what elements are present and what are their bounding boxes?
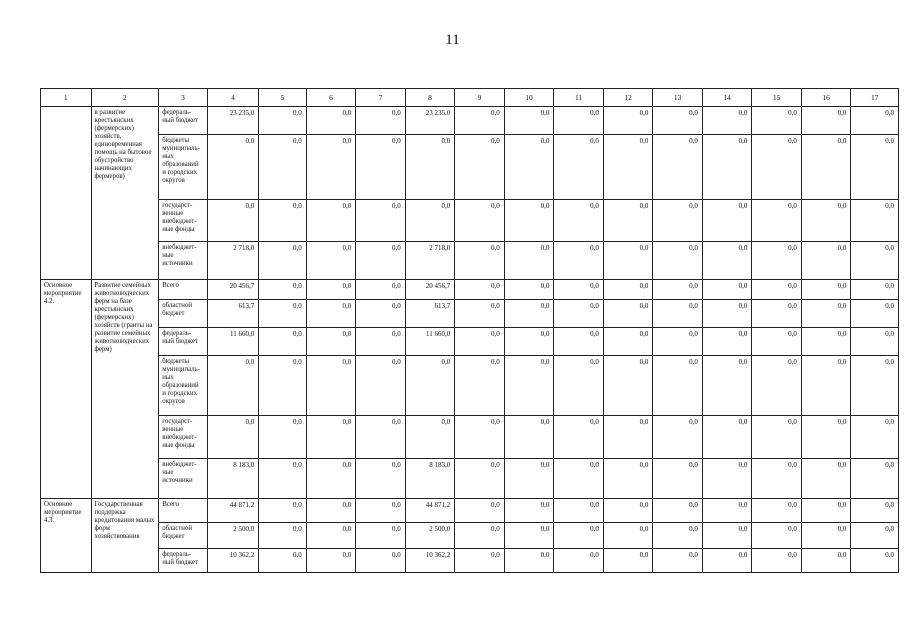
value-cell: 0,0	[356, 499, 406, 523]
value-cell: 0,0	[603, 499, 653, 523]
table-row	[41, 300, 899, 328]
value-cell: 0,0	[801, 328, 851, 356]
value-cell: 0,0	[702, 328, 752, 356]
value-cell: 0,0	[455, 499, 505, 523]
value-cell: 0,0	[405, 200, 455, 242]
value-cell: 0,0	[603, 328, 653, 356]
value-cell: 0,0	[851, 523, 899, 549]
table-row	[41, 499, 899, 523]
column-header: 2	[91, 89, 159, 107]
column-header: 6	[306, 89, 356, 107]
value-cell: 0,0	[306, 135, 356, 200]
value-cell: 0,0	[554, 459, 604, 499]
value-cell: 0,0	[207, 416, 259, 459]
value-cell: 613,7	[207, 300, 259, 328]
value-cell: 0,0	[455, 356, 505, 416]
value-cell: 0,0	[259, 523, 306, 549]
value-cell: 0,0	[405, 356, 455, 416]
value-cell: 0,0	[653, 523, 703, 549]
value-cell: 0,0	[504, 549, 554, 573]
value-cell: 0,0	[554, 356, 604, 416]
value-cell: 0,0	[752, 549, 802, 573]
column-header: 14	[702, 89, 752, 107]
table-row	[41, 459, 899, 499]
value-cell: 0,0	[306, 242, 356, 280]
table-row	[41, 200, 899, 242]
value-cell: 0,0	[356, 459, 406, 499]
value-cell: 0,0	[801, 135, 851, 200]
value-cell: 0,0	[455, 549, 505, 573]
value-cell: 0,0	[554, 200, 604, 242]
value-cell: 0,0	[207, 135, 259, 200]
table-body	[41, 89, 899, 573]
value-cell: 0,0	[455, 300, 505, 328]
value-cell: 2 718,0	[207, 242, 259, 280]
table-row	[41, 242, 899, 280]
value-cell: 0,0	[259, 300, 306, 328]
value-cell: 2 500,0	[405, 523, 455, 549]
value-cell: 0,0	[306, 549, 356, 573]
value-cell: 0,0	[603, 107, 653, 135]
value-cell: 0,0	[653, 416, 703, 459]
value-cell: 44 871,2	[405, 499, 455, 523]
value-cell: 0,0	[504, 107, 554, 135]
value-cell: 0,0	[752, 242, 802, 280]
value-cell: 0,0	[752, 416, 802, 459]
header-row	[41, 89, 899, 107]
value-cell: 0,0	[702, 280, 752, 300]
column-header: 10	[504, 89, 554, 107]
value-cell: 0,0	[259, 356, 306, 416]
column-header: 5	[259, 89, 306, 107]
value-cell: 0,0	[554, 300, 604, 328]
value-cell: 0,0	[752, 459, 802, 499]
value-cell: 0,0	[405, 416, 455, 459]
value-cell: 0,0	[603, 416, 653, 459]
value-cell: 8 183,0	[207, 459, 259, 499]
value-cell: 0,0	[554, 107, 604, 135]
table-row	[41, 523, 899, 549]
value-cell: 0,0	[259, 549, 306, 573]
value-cell: 0,0	[801, 300, 851, 328]
event-cell: Основное мероприятие 4.2.	[41, 280, 92, 499]
column-header: 3	[159, 89, 208, 107]
value-cell: 0,0	[259, 242, 306, 280]
value-cell: 0,0	[752, 328, 802, 356]
value-cell: 0,0	[207, 356, 259, 416]
value-cell: 0,0	[554, 499, 604, 523]
value-cell: 0,0	[356, 135, 406, 200]
value-cell: 0,0	[653, 499, 703, 523]
value-cell: 0,0	[851, 499, 899, 523]
value-cell: 0,0	[653, 242, 703, 280]
value-cell: 0,0	[259, 200, 306, 242]
value-cell: 0,0	[851, 356, 899, 416]
value-cell: 0,0	[554, 416, 604, 459]
value-cell: 0,0	[702, 459, 752, 499]
value-cell: 0,0	[801, 416, 851, 459]
value-cell: 0,0	[356, 549, 406, 573]
value-cell: 0,0	[306, 280, 356, 300]
table-row	[41, 549, 899, 573]
value-cell: 0,0	[603, 356, 653, 416]
budget-table	[40, 88, 899, 573]
column-header: 16	[801, 89, 851, 107]
value-cell: 0,0	[455, 523, 505, 549]
value-cell: 0,0	[702, 549, 752, 573]
value-cell: 0,0	[554, 523, 604, 549]
value-cell: 0,0	[603, 200, 653, 242]
value-cell: 0,0	[207, 200, 259, 242]
value-cell: 0,0	[259, 280, 306, 300]
event-title-cell: в развитие крестьянских (фермерских) хозяйств, единовременная помощь на бытовое обустройство начинающих фермеров)	[91, 107, 159, 280]
value-cell: 0,0	[801, 549, 851, 573]
value-cell: 0,0	[356, 523, 406, 549]
table-row	[41, 135, 899, 200]
value-cell: 0,0	[653, 356, 703, 416]
value-cell: 0,0	[259, 416, 306, 459]
value-cell: 0,0	[702, 356, 752, 416]
value-cell: 0,0	[554, 135, 604, 200]
value-cell: 0,0	[851, 300, 899, 328]
column-header: 13	[653, 89, 703, 107]
value-cell: 0,0	[455, 135, 505, 200]
value-cell: 0,0	[851, 200, 899, 242]
value-cell: 0,0	[306, 200, 356, 242]
value-cell: 0,0	[851, 416, 899, 459]
funding-source-cell: Всего	[159, 280, 208, 300]
value-cell: 0,0	[259, 107, 306, 135]
column-header: 1	[41, 89, 92, 107]
page-number: 11	[445, 32, 460, 48]
value-cell: 0,0	[752, 280, 802, 300]
value-cell: 0,0	[801, 499, 851, 523]
value-cell: 20 456,7	[405, 280, 455, 300]
funding-source-cell: внебюджет- ные источники	[159, 459, 208, 499]
event-cell	[41, 107, 92, 280]
value-cell: 0,0	[504, 200, 554, 242]
value-cell: 23 235,0	[207, 107, 259, 135]
value-cell: 0,0	[801, 459, 851, 499]
value-cell: 0,0	[554, 328, 604, 356]
value-cell: 10 362,2	[207, 549, 259, 573]
event-title-cell: Развитие семейных животноводческих ферм на базе крестьянских (фермерских) хозяйств (гранты на развитие семейных животноводческих ферм)	[91, 280, 159, 499]
value-cell: 0,0	[603, 135, 653, 200]
value-cell: 0,0	[455, 280, 505, 300]
table-row	[41, 356, 899, 416]
value-cell: 0,0	[356, 107, 406, 135]
value-cell: 0,0	[554, 549, 604, 573]
value-cell: 0,0	[752, 499, 802, 523]
value-cell: 0,0	[653, 135, 703, 200]
value-cell: 0,0	[356, 200, 406, 242]
value-cell: 0,0	[504, 499, 554, 523]
value-cell: 0,0	[851, 242, 899, 280]
funding-source-cell: областной бюджет	[159, 523, 208, 549]
column-header: 12	[603, 89, 653, 107]
value-cell: 0,0	[259, 135, 306, 200]
value-cell: 0,0	[801, 356, 851, 416]
value-cell: 0,0	[851, 549, 899, 573]
funding-source-cell: внебюджет- ные источники	[159, 242, 208, 280]
value-cell: 8 183,0	[405, 459, 455, 499]
value-cell: 0,0	[851, 280, 899, 300]
table-row	[41, 328, 899, 356]
value-cell: 20 456,7	[207, 280, 259, 300]
value-cell: 0,0	[603, 459, 653, 499]
value-cell: 0,0	[504, 416, 554, 459]
value-cell: 0,0	[801, 107, 851, 135]
value-cell: 0,0	[702, 416, 752, 459]
table-row	[41, 107, 899, 135]
value-cell: 0,0	[752, 135, 802, 200]
value-cell: 2 718,0	[405, 242, 455, 280]
value-cell: 23 235,0	[405, 107, 455, 135]
value-cell: 11 660,0	[405, 328, 455, 356]
value-cell: 2 500,0	[207, 523, 259, 549]
event-title-cell: Государственная поддержка кредитования малых форм хозяйствования	[91, 499, 159, 573]
value-cell: 0,0	[702, 200, 752, 242]
value-cell: 0,0	[653, 459, 703, 499]
value-cell: 0,0	[356, 300, 406, 328]
funding-source-cell: федераль- ный бюджет	[159, 107, 208, 135]
value-cell: 0,0	[306, 523, 356, 549]
value-cell: 0,0	[603, 549, 653, 573]
table-row	[41, 416, 899, 459]
value-cell: 44 871,2	[207, 499, 259, 523]
value-cell: 0,0	[504, 523, 554, 549]
value-cell: 0,0	[801, 280, 851, 300]
value-cell: 0,0	[504, 280, 554, 300]
value-cell: 0,0	[603, 242, 653, 280]
column-header: 15	[752, 89, 802, 107]
column-header: 11	[554, 89, 604, 107]
value-cell: 613,7	[405, 300, 455, 328]
value-cell: 0,0	[851, 135, 899, 200]
value-cell: 0,0	[752, 200, 802, 242]
value-cell: 0,0	[702, 499, 752, 523]
funding-source-cell: бюджеты муниципаль- ных образований и городских округов	[159, 356, 208, 416]
value-cell: 0,0	[504, 242, 554, 280]
value-cell: 0,0	[851, 459, 899, 499]
value-cell: 0,0	[504, 300, 554, 328]
value-cell: 0,0	[851, 107, 899, 135]
value-cell: 0,0	[306, 416, 356, 459]
value-cell: 0,0	[554, 280, 604, 300]
value-cell: 0,0	[702, 107, 752, 135]
value-cell: 0,0	[356, 416, 406, 459]
value-cell: 0,0	[259, 328, 306, 356]
funding-source-cell: областной бюджет	[159, 300, 208, 328]
funding-source-cell: государст- венные внебюджет- ные фонды	[159, 416, 208, 459]
value-cell: 0,0	[356, 328, 406, 356]
value-cell: 0,0	[653, 300, 703, 328]
table-row	[41, 280, 899, 300]
value-cell: 0,0	[653, 200, 703, 242]
value-cell: 0,0	[801, 523, 851, 549]
value-cell: 11 660,0	[207, 328, 259, 356]
value-cell: 0,0	[752, 523, 802, 549]
value-cell: 0,0	[306, 300, 356, 328]
value-cell: 0,0	[752, 356, 802, 416]
value-cell: 0,0	[306, 459, 356, 499]
value-cell: 0,0	[554, 242, 604, 280]
value-cell: 0,0	[306, 107, 356, 135]
value-cell: 0,0	[306, 499, 356, 523]
value-cell: 0,0	[455, 107, 505, 135]
value-cell: 0,0	[504, 135, 554, 200]
funding-source-cell: бюджеты муниципаль- ных образований и городских округов	[159, 135, 208, 200]
value-cell: 0,0	[702, 242, 752, 280]
value-cell: 0,0	[603, 523, 653, 549]
value-cell: 0,0	[504, 356, 554, 416]
value-cell: 0,0	[653, 549, 703, 573]
value-cell: 0,0	[455, 416, 505, 459]
value-cell: 0,0	[356, 356, 406, 416]
value-cell: 0,0	[455, 459, 505, 499]
value-cell: 0,0	[306, 328, 356, 356]
value-cell: 10 362,2	[405, 549, 455, 573]
value-cell: 0,0	[455, 242, 505, 280]
value-cell: 0,0	[504, 459, 554, 499]
value-cell: 0,0	[504, 328, 554, 356]
value-cell: 0,0	[752, 300, 802, 328]
value-cell: 0,0	[603, 300, 653, 328]
column-header: 7	[356, 89, 406, 107]
value-cell: 0,0	[259, 459, 306, 499]
value-cell: 0,0	[603, 280, 653, 300]
value-cell: 0,0	[455, 200, 505, 242]
value-cell: 0,0	[356, 280, 406, 300]
value-cell: 0,0	[801, 200, 851, 242]
value-cell: 0,0	[702, 523, 752, 549]
column-header: 9	[455, 89, 505, 107]
value-cell: 0,0	[702, 300, 752, 328]
value-cell: 0,0	[306, 356, 356, 416]
event-cell: Основное мероприятие 4.3.	[41, 499, 92, 573]
funding-source-cell: федераль- ный бюджет	[159, 549, 208, 573]
value-cell: 0,0	[259, 499, 306, 523]
value-cell: 0,0	[801, 242, 851, 280]
funding-source-cell: федераль- ный бюджет	[159, 328, 208, 356]
value-cell: 0,0	[752, 107, 802, 135]
column-header: 17	[851, 89, 899, 107]
funding-source-cell: государст- венные внебюджет- ные фонды	[159, 200, 208, 242]
value-cell: 0,0	[653, 328, 703, 356]
column-header: 8	[405, 89, 455, 107]
value-cell: 0,0	[356, 242, 406, 280]
column-header: 4	[207, 89, 259, 107]
funding-source-cell: Всего	[159, 499, 208, 523]
value-cell: 0,0	[455, 328, 505, 356]
value-cell: 0,0	[702, 135, 752, 200]
value-cell: 0,0	[851, 328, 899, 356]
value-cell: 0,0	[405, 135, 455, 200]
value-cell: 0,0	[653, 280, 703, 300]
value-cell: 0,0	[653, 107, 703, 135]
